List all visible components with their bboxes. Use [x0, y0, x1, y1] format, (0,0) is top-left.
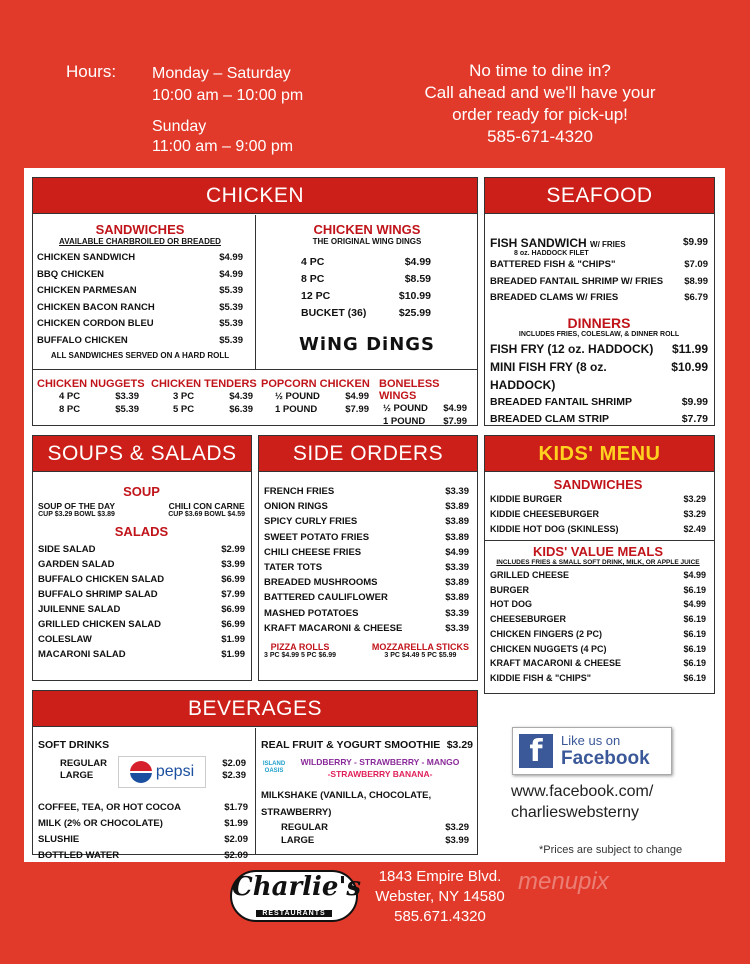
chili-name: CHILI CON CARNE [168, 501, 245, 511]
item-price: $1.99 [221, 649, 245, 660]
facebook-url[interactable] [511, 781, 653, 823]
mozz-title: MOZZARELLA STICKS [371, 642, 469, 653]
fish-sandwich-name: FISH SANDWICH [490, 236, 587, 250]
list-item [37, 300, 243, 317]
menupix-watermark: menupix [518, 868, 609, 895]
item-name: CHILI CHEESE FRIES [264, 546, 362, 558]
chili-prices: CUP $3.69 BOWL $4.59 [168, 511, 245, 518]
item-price: $6.19 [683, 658, 706, 669]
item-price: $4.99 [345, 391, 369, 402]
item-name: 4 PC [301, 256, 325, 268]
item-name: MILK (2% OR CHOCOLATE) [38, 818, 163, 829]
item-name: BBQ CHICKEN [37, 268, 105, 280]
sides-title: SIDE ORDERS [259, 436, 477, 472]
pepsi-text: pepsi [155, 763, 195, 780]
list-item [60, 758, 246, 770]
soup-title: SOUP [123, 484, 160, 499]
item-name: FISH FRY (12 oz. HADDOCK) [490, 341, 654, 356]
soft-drinks-block [38, 737, 248, 864]
item-price: $3.29 [683, 494, 706, 504]
list-item [59, 403, 139, 416]
item-price: $6.39 [229, 404, 253, 415]
item-price: $3.39 [445, 562, 469, 574]
item-price: $3.29 [683, 509, 706, 519]
item-name: KRAFT MACARONI & CHEESE [490, 658, 622, 669]
list-item [264, 590, 469, 605]
item-name: CHEESEBURGER [490, 614, 567, 625]
item-name: REAL FRUIT & YOGURT SMOOTHIE [261, 739, 441, 751]
soup-day-prices: CUP $3.29 BOWL $3.89 [38, 511, 115, 518]
mozzarella-sticks [372, 642, 469, 659]
item-name: BUFFALO SHRIMP SALAD [38, 589, 158, 600]
item-name: CHICKEN NUGGETS (4 PC) [490, 643, 607, 654]
sandwiches-sub: AVAILABLE CHARBROILED OR BREADED [59, 237, 221, 246]
item-price: $5.39 [219, 318, 243, 329]
item-price: $4.99 [683, 599, 706, 610]
item-price: $7.09 [684, 259, 708, 270]
item-price: $8.59 [404, 273, 431, 285]
item-name: GRILLED CHICKEN SALAD [38, 619, 161, 630]
list-item [37, 283, 243, 300]
item-price: $4.99 [219, 268, 243, 280]
facebook-url-2: charlieswebsterny [511, 804, 640, 821]
item-name: JUILENNE SALAD [38, 604, 121, 615]
item-name: 4 PC [59, 391, 81, 402]
item-name: CHICKEN PARMESAN [37, 285, 137, 296]
item-name: CHICKEN SANDWICH [37, 252, 136, 263]
list-item [490, 597, 706, 612]
facebook-like-text [561, 733, 650, 770]
item-name: 8 PC [59, 404, 81, 415]
item-price: $3.39 [445, 607, 469, 619]
item-price: $3.89 [445, 501, 469, 513]
item-price: $4.99 [219, 252, 243, 263]
promo-phone: 585-671-4320 [487, 127, 593, 146]
item-price: $3.99 [445, 835, 469, 846]
list-item [264, 530, 469, 545]
item-name: BUCKET (36) [301, 307, 367, 319]
item-price: $4.39 [229, 391, 253, 402]
item-price: $2.09 [222, 758, 246, 769]
list-item [490, 492, 706, 507]
list-item [490, 274, 708, 291]
logo-sub: RESTAURANTS [256, 910, 331, 917]
island-oasis-logo: ISLAND OASIS [262, 761, 286, 774]
address [360, 867, 520, 927]
pizza-title: PIZZA ROLLS [270, 642, 330, 653]
chili [168, 501, 245, 518]
like-line-1: Like us on [561, 732, 621, 748]
sandwiches-title: SANDWICHES [95, 222, 185, 237]
item-price: $3.89 [445, 531, 469, 543]
item-name: FRENCH FRIES [264, 486, 335, 497]
item-name: LARGE [60, 770, 94, 781]
soup-day [38, 501, 115, 518]
list-item [264, 560, 469, 575]
item-name: BUFFALO CHICKEN SALAD [38, 574, 165, 585]
item-name: 12 PC [301, 290, 331, 302]
kids-panel [484, 435, 715, 694]
list-item [301, 288, 431, 305]
pizza-prices: 3 PC $4.99 5 PC $6.99 [264, 652, 336, 660]
address-line-1: 1843 Empire Blvd. [378, 868, 502, 885]
item-name: KIDDIE CHEESEBURGER [490, 509, 600, 519]
item-price: $6.19 [683, 584, 706, 595]
item-name: MILKSHAKE (VANILLA, CHOCOLATE, STRAWBERRY) [261, 790, 432, 818]
list-item [264, 499, 469, 514]
item-name: BUFFALO CHICKEN [37, 334, 128, 346]
list-item [261, 737, 473, 754]
popcorn-block [261, 378, 371, 416]
list-item [38, 602, 245, 617]
item-name: COLESLAW [38, 634, 92, 645]
list-item [281, 821, 469, 834]
list-item [173, 390, 253, 403]
item-price: $2.49 [683, 524, 706, 534]
kids-title-text: KIDS' MENU [538, 443, 661, 465]
wing-dings-logo [261, 334, 473, 355]
item-price: $2.39 [222, 770, 246, 781]
list-item [264, 514, 469, 529]
item-name: ½ POUND [383, 403, 428, 414]
item-price: $2.99 [221, 544, 245, 555]
item-price: $6.99 [221, 604, 245, 615]
value-title: KIDS' VALUE MEALS [533, 544, 663, 559]
soft-title: SOFT DRINKS [38, 739, 110, 751]
item-name: TATER TOTS [264, 562, 323, 574]
list-item [264, 621, 469, 636]
item-price: $3.39 [115, 391, 139, 402]
item-name: CHICKEN CORDON BLEU [37, 318, 154, 329]
list-item [490, 656, 706, 671]
list-item [37, 250, 243, 267]
soups-panel [32, 435, 252, 681]
item-price: $6.79 [684, 292, 708, 303]
list-item [38, 587, 245, 602]
divider [255, 215, 256, 369]
facebook-url-1: www.facebook.com/ [511, 783, 654, 800]
item-name: BATTERED CAULIFLOWER [264, 592, 388, 604]
item-price: $3.89 [445, 516, 469, 528]
list-item [38, 816, 248, 832]
promo [380, 60, 700, 148]
seafood-title: SEAFOOD [485, 178, 714, 214]
item-price: $3.39 [445, 486, 469, 497]
list-item [490, 612, 706, 627]
item-price: $3.89 [445, 577, 469, 589]
item-name: BREADED FANTAIL SHRIMP W/ FRIES [490, 275, 664, 287]
item-price: $10.99 [671, 359, 708, 374]
item-name: 1 POUND [383, 416, 426, 427]
soup-row [38, 501, 245, 518]
item-name: BATTERED FISH & "CHIPS" [490, 259, 616, 270]
item-name: MACARONI SALAD [38, 649, 126, 660]
item-price: $7.79 [681, 412, 708, 425]
item-name: HOT DOG [490, 599, 532, 610]
beverages-panel [32, 690, 478, 861]
item-name: BREADED FANTAIL SHRIMP [490, 395, 632, 408]
list-item [383, 415, 467, 428]
item-name: 3 PC [173, 391, 195, 402]
item-price: $5.39 [219, 334, 243, 346]
item-name: MASHED POTATOES [264, 607, 359, 619]
item-price: $5.39 [115, 404, 139, 415]
smoothie-block [261, 737, 473, 847]
item-price: $1.79 [224, 802, 248, 813]
divider [33, 369, 477, 370]
item-name: COFFEE, TEA, OR HOT COCOA [38, 802, 182, 813]
item-name: BREADED MUSHROOMS [264, 577, 378, 589]
item-name: 1 POUND [275, 404, 318, 415]
pizza-rolls [264, 642, 336, 659]
item-name: CHICKEN FINGERS (2 PC) [490, 628, 603, 639]
list-item [38, 542, 245, 557]
item-name: GRILLED CHEESE [490, 570, 570, 580]
item-name: CHICKEN BACON RANCH [37, 301, 155, 313]
soup-day-name: SOUP OF THE DAY [38, 501, 115, 511]
list-item [264, 484, 469, 499]
item-name: BREADED CLAM STRIP [490, 412, 610, 425]
item-price: $1.99 [221, 634, 245, 645]
list-item [490, 394, 708, 411]
item-price: $6.19 [683, 643, 706, 654]
list-item [264, 606, 469, 621]
item-price: $25.99 [398, 307, 431, 319]
list-item [37, 333, 243, 350]
smoothie-flavors [261, 756, 473, 780]
seafood-panel [484, 177, 715, 426]
logo-text: Charlie's [232, 872, 362, 902]
shake-title [261, 788, 473, 821]
item-price: $9.99 [681, 395, 708, 408]
sandwiches-block [37, 222, 243, 360]
list-item [275, 403, 369, 416]
list-item [38, 632, 245, 647]
beverages-title: BEVERAGES [33, 691, 477, 727]
list-item [264, 545, 469, 560]
chicken-title: CHICKEN [33, 178, 477, 214]
list-item [490, 642, 706, 657]
item-price: $8.99 [684, 275, 708, 287]
list-item [38, 832, 248, 848]
list-item [490, 583, 706, 598]
item-price: $7.99 [443, 416, 467, 427]
item-name: KIDDIE HOT DOG (SKINLESS) [490, 524, 619, 534]
wings-sub: THE ORIGINAL WING DINGS [312, 237, 422, 246]
list-item [173, 403, 253, 416]
tenders-block [151, 378, 261, 416]
item-name: MINI FISH FRY (8 oz. HADDOCK) [490, 359, 607, 392]
wings-block [261, 222, 473, 355]
item-name: KRAFT MACARONI & CHEESE [264, 622, 403, 634]
flavor-list [287, 756, 473, 780]
list-item [38, 848, 248, 864]
dinners-sub: INCLUDES FRIES, COLESLAW, & DINNER ROLL [518, 330, 680, 338]
facebook-icon: f [519, 734, 553, 768]
list-item [38, 647, 245, 662]
item-price: $3.39 [445, 622, 469, 634]
item-price: $7.99 [345, 404, 369, 415]
fish-sandwich-suffix: W/ FRIES [590, 240, 626, 249]
item-name: SPICY CURLY FRIES [264, 516, 358, 528]
item-price: $6.19 [683, 628, 706, 639]
list-item [383, 402, 467, 415]
item-name: KIDDIE BURGER [490, 494, 563, 504]
item-price: $3.99 [221, 559, 245, 570]
value-sub: INCLUDES FRIES & SMALL SOFT DRINK, MILK, OR APPLE JUICE [496, 559, 700, 566]
item-price: $6.99 [221, 574, 245, 585]
fish-sandwich-sub: 8 oz. HADDOCK FILET [514, 250, 589, 257]
list-item [490, 627, 706, 642]
list-item [38, 800, 248, 816]
disclaimer: *Prices are subject to change [539, 844, 683, 856]
list-item [38, 572, 245, 587]
item-price: $6.99 [221, 619, 245, 630]
item-name: BOTTLED WATER [38, 850, 120, 861]
list-item [38, 557, 245, 572]
item-name: GARDEN SALAD [38, 559, 115, 570]
item-price: $2.09 [224, 834, 248, 845]
divider [255, 728, 256, 854]
item-price: $9.99 [682, 237, 708, 248]
list-item [59, 390, 139, 403]
sunday-days: Sunday [152, 118, 207, 135]
item-price: $6.19 [683, 614, 706, 625]
item-price: $4.99 [404, 256, 431, 268]
item-name: SWEET POTATO FRIES [264, 531, 370, 543]
item-price: $6.19 [683, 672, 706, 683]
salads-title: SALADS [114, 524, 169, 539]
list-item [490, 358, 708, 394]
nuggets-title: CHICKEN NUGGETS [37, 378, 145, 390]
pizza-mozz-row [264, 642, 469, 659]
nuggets-block [37, 378, 147, 416]
dinners-title: DINNERS [567, 314, 631, 331]
charlies-logo [230, 870, 362, 922]
item-name: 8 PC [301, 273, 325, 285]
weekday-days: Monday – Saturday [152, 65, 291, 82]
sandwiches-note: ALL SANDWICHES SERVED ON A HARD ROLL [50, 351, 230, 360]
list-item [490, 507, 706, 522]
flavor-line-2: -STRAWBERRY BANANA- [327, 769, 433, 779]
mozz-prices: 3 PC $4.49 5 PC $5.99 [384, 652, 457, 660]
wings-title: CHICKEN WINGS [313, 222, 421, 237]
list-item [490, 290, 708, 307]
list-item [490, 568, 706, 583]
item-price: $4.99 [443, 403, 467, 414]
address-line-2: Webster, NY 14580 [375, 888, 505, 905]
item-price: $7.99 [221, 589, 245, 600]
promo-line-3: order ready for pick-up! [452, 105, 628, 124]
item-price: $2.09 [224, 850, 248, 861]
boneless-title: BONELESS WINGS [379, 378, 440, 402]
soft-sizes [38, 754, 248, 788]
item-price: $5.39 [219, 285, 243, 296]
hours-label: Hours: [66, 62, 117, 81]
list-item [275, 390, 369, 403]
list-item [490, 522, 706, 537]
item-name: BREADED CLAMS W/ FRIES [490, 292, 619, 303]
popcorn-title: POPCORN CHICKEN [261, 378, 370, 390]
list-item [60, 770, 246, 782]
list-item [281, 834, 469, 847]
item-price: $3.29 [446, 739, 473, 751]
facebook-like-badge[interactable] [512, 727, 672, 775]
item-name: LARGE [281, 835, 315, 846]
boneless-block [379, 378, 477, 428]
list-item [264, 575, 469, 590]
promo-line-2: Call ahead and we'll have your [424, 83, 656, 102]
kids-title [485, 436, 714, 472]
item-price: $5.39 [219, 301, 243, 313]
item-price: $4.99 [445, 546, 469, 558]
list-item [301, 305, 431, 322]
tenders-title: CHICKEN TENDERS [151, 378, 257, 390]
sides-panel [258, 435, 478, 681]
promo-line-1: No time to dine in? [469, 61, 611, 80]
item-name: 5 PC [173, 404, 195, 415]
list-item [301, 254, 431, 271]
item-name: SIDE SALAD [38, 544, 96, 555]
list-item [37, 316, 243, 333]
soups-title: SOUPS & SALADS [33, 436, 251, 472]
list-item [37, 267, 243, 284]
list-item [490, 340, 708, 358]
wing-dings-text: WiNG DiNGS [298, 334, 436, 355]
weekday-hours: 10:00 am – 10:00 pm [152, 87, 304, 104]
flavor-line-1: WILDBERRY - STRAWBERRY - MANGO [300, 757, 460, 767]
item-name: ONION RINGS [264, 501, 328, 513]
item-name: ½ POUND [275, 391, 320, 402]
item-price: $10.99 [398, 290, 431, 302]
list-item [490, 257, 708, 274]
chicken-panel [32, 177, 478, 426]
item-price: $3.29 [445, 822, 469, 833]
kids-sandwiches-title: SANDWICHES [553, 477, 643, 492]
list-item [490, 671, 706, 686]
footer-phone: 585.671.4320 [394, 908, 486, 925]
list-item [301, 271, 431, 288]
item-name: KIDDIE FISH & "CHIPS" [490, 672, 592, 683]
item-price: $4.99 [683, 570, 706, 580]
item-name: REGULAR [60, 758, 107, 769]
like-line-2: Facebook [561, 747, 650, 769]
list-item [38, 617, 245, 632]
item-name: SLUSHIE [38, 834, 80, 845]
item-name: BURGER [490, 584, 530, 595]
item-price: $1.99 [224, 818, 248, 829]
list-item [490, 411, 708, 428]
sunday-hours: 11:00 am – 9:00 pm [152, 138, 294, 155]
item-price: $11.99 [671, 341, 708, 356]
item-name: REGULAR [281, 822, 328, 833]
item-price: $3.89 [445, 592, 469, 604]
